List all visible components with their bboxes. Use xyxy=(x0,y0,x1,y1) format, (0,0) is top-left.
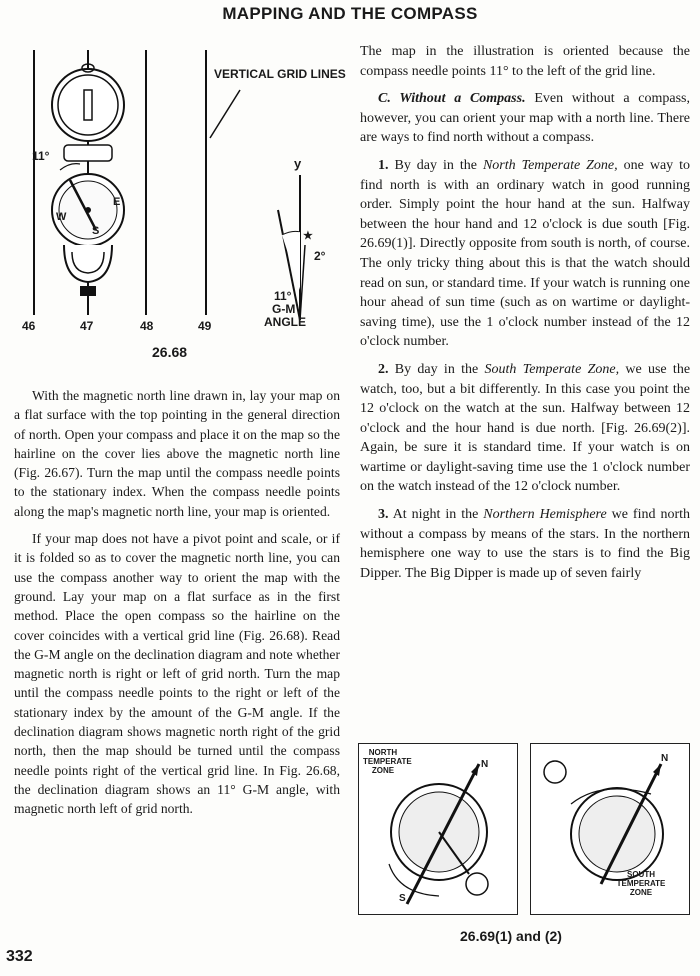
south-letter: S xyxy=(399,893,406,904)
item-2-zone: South Temperate Zone, xyxy=(484,361,620,377)
angle-11-label: 11° xyxy=(32,149,50,163)
figure-26-69-2 xyxy=(530,743,690,915)
south-zone-line-1: SOUTH xyxy=(627,870,655,879)
north-letter: N xyxy=(481,759,489,770)
item-1-body: one way to find north is with an ordinary watch in good running order. Simply point the hour hand at the sun. Halfway between the hour hand and 12 o'clock is due south [Fig. 26.69(1)]. Directly opposite from south is north, of course. The only tricky thing about this is that the watch should read on sun, or standard time. If your watch is running one hour ahead of sun time (such as on wartime or daylight-saving time), use the 1 o'clock number instead of the 12 o'clock number. xyxy=(360,157,691,350)
grid-number-49: 49 xyxy=(198,319,212,333)
item-3-paragraph xyxy=(360,505,690,583)
page-number: 332 xyxy=(6,948,33,965)
gm-angle-11-label: 11° xyxy=(274,289,292,303)
grid-number-48: 48 xyxy=(140,319,154,333)
section-c-paragraph xyxy=(360,89,690,148)
star-icon: ★ xyxy=(303,230,313,242)
figure-26-69-caption: 26.69(1) and (2) xyxy=(460,928,562,944)
item-3-number: 3. xyxy=(378,507,389,523)
north-zone-line-2: TEMPERATE xyxy=(363,757,412,766)
grid-number-47: 47 xyxy=(80,319,94,333)
angle-label: ANGLE xyxy=(264,315,306,329)
left-column-text xyxy=(14,386,340,827)
item-1-intro: By day in the xyxy=(394,157,477,173)
compass-e-letter: E xyxy=(113,196,121,208)
item-2-intro: By day in the xyxy=(394,361,479,377)
south-temperate-zone-label xyxy=(611,870,671,897)
compass-w-letter: W xyxy=(56,211,67,223)
item-1-zone: North Temperate Zone, xyxy=(482,157,618,173)
item-2-number: 2. xyxy=(378,361,389,377)
right-column-text xyxy=(360,42,690,591)
section-c-heading: C. Without a Compass. xyxy=(378,91,526,107)
item-3-intro: At night in the xyxy=(392,507,479,523)
item-2-body: we use the watch, too, but a bit differently. In this case you point the 12 o'clock on the watch at the sun. Halfway between 12 o'clock and the hour hand is due north. [Fig. 26.69(2)]. Again, be sure it is standard time. If your watch is on wartime or daylight-saving time use the 1 o'clock number on the watch instead of the 12 o'clock number. xyxy=(360,361,691,495)
item-3-zone: Northern Hemisphere xyxy=(483,507,607,523)
right-paragraph-0: The map in the illustration is oriented because the compass needle points 11° to the left of the grid line. xyxy=(360,44,690,79)
left-paragraph-2: If your map does not have a pivot point and scale, or if it is folded so as to cover the magnetic north line, you can use the compass another way to orient the map with the ground. Lay your map on a flat surface as in the first method. Place the open compass so the hairline on the cover coincides with a vertical grid line (Fig. 26.68). Read the G-M angle on the declination diagram and note whether magnetic north is right or left of grid north. Turn the map until the compass needle points to the right or left of the stationary index by the amount of the G-M angle. If the declination diagram shows magnetic north right of the grid north, then the map should be turned until the compass needle points right of the vertical grid line. In Fig. 26.68, the declination diagram shows an 11° G-M angle, with magnetic north left of grid north. xyxy=(14,531,340,817)
page-title: MAPPING AND THE COMPASS xyxy=(222,4,478,23)
grid-number-46: 46 xyxy=(22,319,36,333)
figure-26-69-1 xyxy=(358,743,518,915)
south-zone-line-2: TEMPERATE xyxy=(616,879,666,888)
north-zone-line-3: ZONE xyxy=(371,766,395,775)
y-label: y xyxy=(294,156,302,171)
compass-s-letter: S xyxy=(92,225,100,237)
gm-label: G-M xyxy=(272,302,296,316)
figure-26-68-caption: 26.68 xyxy=(152,344,188,360)
north-temperate-zone-label xyxy=(363,748,412,775)
south-zone-line-3: ZONE xyxy=(629,888,653,897)
item-3-body: we find north without a compass by means of the stars. In the northern hemisphere one way to use the stars is to find the Big Dipper. The Big Dipper is made up of seven fairly xyxy=(360,507,690,581)
section-c-body: Even without a compass, however, you can orient your map with a north line. There are ways to find north without a compass. xyxy=(360,91,690,146)
left-paragraph-1: With the magnetic north line drawn in, lay your map on a flat surface with the top pointing in the general direction of north. Open your compass and place it on the map so the hairline on the cover lies above the magnetic north line (Fig. 26.67). Turn the map until the compass needle points to the stationary index. When the compass needle points along the map's magnetic north line, your map is oriented. xyxy=(14,388,340,519)
vertical-grid-lines-label: VERTICAL GRID LINES xyxy=(214,67,346,81)
item-1-paragraph xyxy=(360,156,690,352)
item-2-paragraph xyxy=(360,360,690,497)
north-letter-2: N xyxy=(661,753,669,764)
item-1-number: 1. xyxy=(378,157,389,173)
north-zone-line-1: NORTH xyxy=(368,748,398,757)
angle-2-label: 2° xyxy=(314,249,326,263)
